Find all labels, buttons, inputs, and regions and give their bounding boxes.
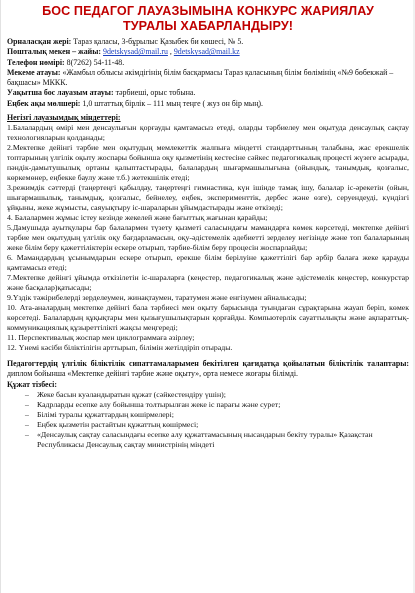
duties-list bbox=[7, 123, 409, 353]
documents-label: Құжат тізбесі: bbox=[7, 379, 57, 389]
location-label: Орналасқан жері: bbox=[7, 37, 72, 46]
document-item: – Білімі туралы құжаттардың көшірмелері; bbox=[37, 410, 409, 420]
document-item: – «Денсаулық сақтау саласындағы есепке алу құжаттамасының нысандарын бекіту туралы» Қазақстан Республикасы Денсаулық сақтау министрінің міндеті bbox=[37, 430, 409, 450]
title-line-1: БОС ПЕДАГОГ ЛАУАЗЫМЫНА КОНКУРС ЖАРИЯЛАУ bbox=[42, 4, 374, 18]
document-item: – Кадрларды есепке алу бойынша толтырылған жеке іс парағы және сурет; bbox=[37, 400, 409, 410]
location-value: Тараз қаласы, 3-бұрылыс Қазыбек би көшесі, № 5. bbox=[71, 37, 244, 46]
org-value: «Жамбыл облысы әкімдігінің білім басқармасы Тараз қаласының білім бөлімінің «№9 бөбекжай – бақшасы» МККК. bbox=[7, 67, 394, 88]
duty-item: 12. Үнемі кәсіби біліктілігін арттырып, білімін жетілдіріп отырады. bbox=[7, 343, 233, 353]
phone-label: Телефон нөмірі: bbox=[7, 57, 65, 67]
phone-row bbox=[7, 58, 409, 68]
position-row bbox=[7, 88, 409, 98]
location-row bbox=[7, 37, 409, 47]
salary-row bbox=[7, 99, 409, 109]
title-line-2: ТУРАЛЫ ХАБАРЛАНДЫРУ! bbox=[122, 19, 294, 33]
qualification-requirements bbox=[7, 359, 409, 390]
duty-item: 11. Перспективалық жоспар мен циклограммаға әзірлеу; bbox=[7, 333, 195, 343]
org-row bbox=[7, 68, 409, 89]
org-label: Мекеме атауы: bbox=[7, 67, 61, 77]
email-link-2[interactable]: 9detskysad@mail.kz bbox=[173, 47, 240, 57]
position-label: Уақытша бос лауазым атауы: bbox=[7, 88, 114, 98]
documents-list bbox=[7, 390, 409, 451]
duty-item: 5.Дамушыда ауытқулары бар балалармен түзету қызметі саласындағы мамандарға көмек көрсетеді, мектепке дейінгі тәрбие мен оқытудың үлгілік оқу бағдарламасын, оқу-әдістемелік әдебиетті зерделеу негізінде және топ балаларының жеке білім беру қажеттіліктерін ескере отырып, тәрбие-білім беру процесін жоспарлайды; bbox=[7, 223, 409, 253]
duty-item: 6. Мамандардың ұсынымдарын ескере отырып, ерекше білім берілуіне қажеттілігі бар әрбір балаға жеке қарауды қамтамасыз етеді; bbox=[7, 253, 409, 273]
announcement-title bbox=[7, 4, 409, 34]
duty-item: 4. Балалармен жұмыс істеу кезінде жекелей және бағыттық жағынан қарайды; bbox=[7, 213, 268, 223]
postal-row bbox=[7, 47, 409, 57]
requirements-heading: Педагогтердің үлгілік біліктілік сипаттамаларымен бекітілген қағидатқа қойылатын біліктілік талаптары: bbox=[7, 359, 409, 369]
document-item: – Еңбек қызметін растайтын құжаттың көшірмесі; bbox=[37, 420, 409, 430]
position-value: тәрбиеші, орыс тобына. bbox=[113, 88, 196, 98]
duty-item: 3.режимдік сәттерді (таңертеңгі қабылдау, таңертеңгі гимнастика, күн ішінде тамақ ішу, балалар іс-әрекетін (ойын, шығармашылық, танымдық, қозғалыс, бейнелеу, еңбек, эксперименттік, дербес және өзге), серуендеуді, күндізгі ұйқыны, жеке жұмысты, саяуықтыру іс-шараларын ұйымдастырады және өткізеді; bbox=[7, 183, 409, 213]
document-item: – Жеке басын куәландыратын құжат (сәйкестендіру үшін); bbox=[37, 390, 409, 400]
duty-item: 2.Мектепке дейінгі тәрбие мен оқытудың мемлекеттік жалпыға міндетті стандарттының талабына, жас ерекшелік топтарының үлгілік оқыту жоспары бойынша оқу қызметінің кестесіне сәйкес педагогикалық процесті жүзеге асырады, пәндік-дамытушылық ортаны қалыптастырады, балалардың шығармашылығына (ойындық, танымдық, қозғалыс, көркемөнер, еңбекке баулу және т.б.) жетекшілік етеді; bbox=[7, 143, 409, 183]
phone-value: 8(7262) 54-11-48. bbox=[64, 57, 125, 67]
duties-heading: Негізгі лауазымдық міндеттері: bbox=[7, 113, 121, 123]
duty-item: 9.Үздік тәжірибелерді зерделеумен, жинақтаумен, таратумен және енгізумен айналысады; bbox=[7, 293, 307, 303]
postal-label: Пошталық мекен – жайы: bbox=[7, 47, 102, 57]
salary-value: 1,0 штаттық бірлік – 111 мың теңге ( жуз он бір мың). bbox=[80, 98, 264, 108]
organization-info bbox=[7, 37, 409, 109]
duty-item: 10. Ата-аналардың мектепке дейінгі бала тәрбиесі мен оқыту барысында туындаған сұрақтарына жауап беріп, көмек көрсетеді. Балалардың құқықтары мен қызығушылықтарын қорғайды. Компьютерлік сауаттылықты және ақпараттық-коммуникациялық құзыреттілікті жақсы меңгереді; bbox=[7, 303, 409, 333]
duty-item: 1.Балалардың өмірі мен денсаулығын қорғауды қамтамасыз етеді, оларды тәрбиелеу мен оқытуда денсаулық сақтау технологияларын қолданады; bbox=[7, 123, 409, 143]
email-link-1[interactable]: 9detskysad@mail.ru bbox=[103, 47, 168, 57]
salary-label: Еңбек ақы мөлшері: bbox=[7, 98, 81, 108]
duty-item: 7.Мектепке дейінгі ұйымда өткізілетін іс-шараларға (кеңестер, педагогикалық және әдістемелік кеңестер, конкурстар және басқалар)қатысады; bbox=[7, 273, 409, 293]
email-separator: , bbox=[167, 47, 174, 57]
requirements-value: диплом бойынша «Мектепке дейінгі тәрбие және оқыту», орта немесе жоғары білімді. bbox=[7, 369, 299, 379]
